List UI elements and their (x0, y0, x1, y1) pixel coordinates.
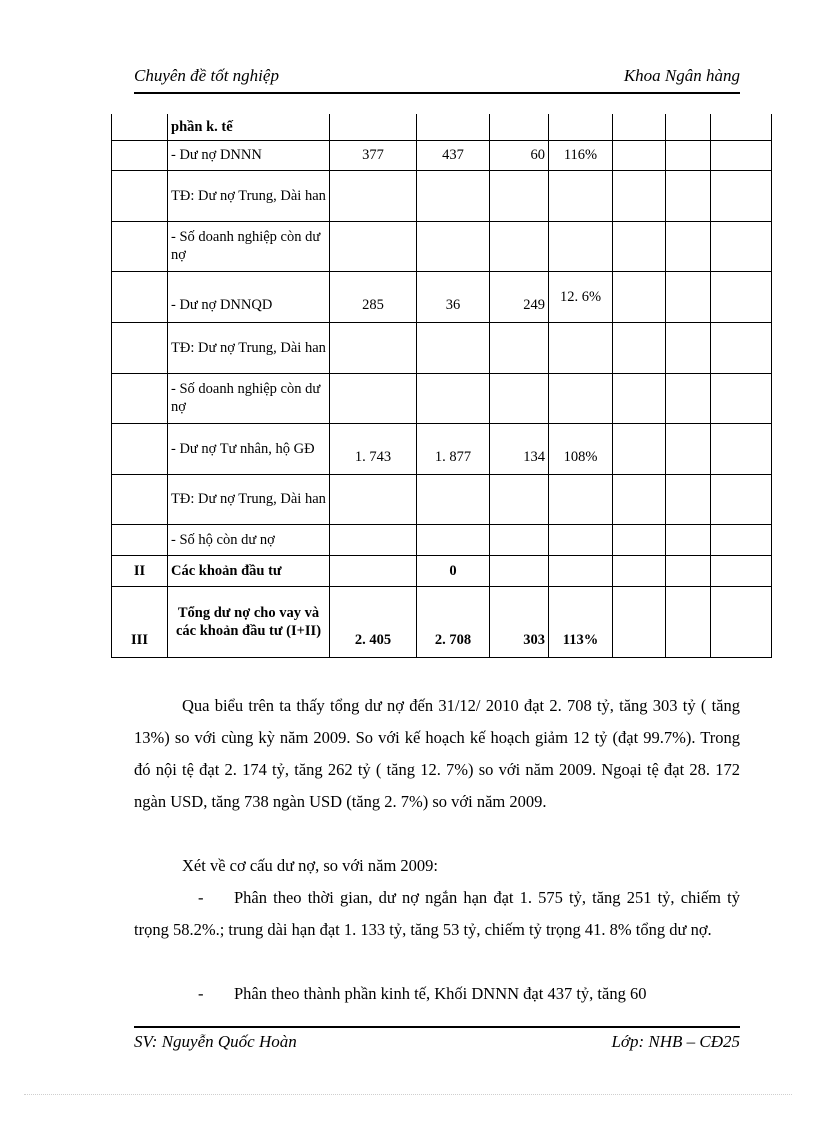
table-row (112, 140, 772, 170)
cell-value: 113% (549, 586, 613, 657)
table-row (112, 170, 772, 221)
cell-value (490, 474, 549, 524)
table-row (112, 474, 772, 524)
page-edge-divider (24, 1094, 792, 1095)
cell-value: 1. 743 (330, 423, 417, 474)
cell-value (330, 373, 417, 423)
row-number (112, 322, 168, 373)
bullet-sector-text: Phân theo thành phần kinh tế, Khối DNNN đạt 437 tỷ, tăng 60 (234, 984, 647, 1003)
cell-value: 60 (490, 140, 549, 170)
table-row (112, 555, 772, 586)
row-label: - Số doanh nghiệp còn dư nợ (168, 373, 330, 423)
cell-value (549, 373, 613, 423)
cell-value: 36 (417, 271, 490, 322)
row-label: Tổng dư nợ cho vay và các khoản đầu tư (I+II) (168, 586, 330, 657)
cell-value (330, 474, 417, 524)
cell-value (417, 373, 490, 423)
cell-value (549, 221, 613, 271)
cell-value: 377 (330, 140, 417, 170)
cell-value (490, 221, 549, 271)
bullet-sector (134, 978, 740, 1010)
row-number (112, 474, 168, 524)
table-row (112, 586, 772, 657)
cell-value: 1. 877 (417, 423, 490, 474)
cell-value (417, 474, 490, 524)
cell-value (330, 114, 417, 140)
row-number (112, 373, 168, 423)
table-row (112, 423, 772, 474)
cell-value: 303 (490, 586, 549, 657)
row-number (112, 140, 168, 170)
row-number: III (112, 586, 168, 657)
cell-value: 108% (549, 423, 613, 474)
row-number: II (112, 555, 168, 586)
cell-value (330, 221, 417, 271)
row-number (112, 170, 168, 221)
row-label: Các khoản đầu tư (168, 555, 330, 586)
row-number (112, 524, 168, 555)
cell-value (549, 170, 613, 221)
cell-value: 134 (490, 423, 549, 474)
row-label: - Dư nợ DNNN (168, 140, 330, 170)
cell-value: 12. 6% (549, 271, 613, 322)
cell-value (417, 221, 490, 271)
cell-value (417, 114, 490, 140)
bullet-time-text: Phân theo thời gian, dư nợ ngắn hạn đạt 1. 575 tỷ, tăng 251 tỷ, chiếm tỷ trọng 58.2%.; trung dài hạn đạt 1. 133 tỷ, tăng 53 tỷ, chiếm tỷ trọng 41. 8% tổng dư nợ. (134, 888, 740, 939)
cell-value: 2. 405 (330, 586, 417, 657)
cell-value (549, 524, 613, 555)
row-label: - Số doanh nghiệp còn dư nợ (168, 221, 330, 271)
cell-value (330, 524, 417, 555)
row-number (112, 271, 168, 322)
table-row (112, 322, 772, 373)
row-label: TĐ: Dư nợ Trung, Dài han (168, 170, 330, 221)
cell-value (549, 555, 613, 586)
cell-value (330, 322, 417, 373)
cell-value (490, 322, 549, 373)
paragraph-summary: Qua biểu trên ta thấy tổng dư nợ đến 31/12/ 2010 đạt 2. 708 tỷ, tăng 303 tỷ ( tăng 13%) so với cùng kỳ năm 2009. So với kế hoạch kế hoạch giảm 12 tỷ (đạt 99.7%). Trong đó nội tệ đạt 2. 174 tỷ, tăng 262 tỷ ( tăng 12. 7%) so với năm 2009. Ngoại tệ đạt 28. 172 ngàn USD, tăng 738 ngàn USD (tăng 2. 7%) so với năm 2009. (134, 696, 740, 811)
cell-value (549, 322, 613, 373)
paragraph-structure: Xét về cơ cấu dư nợ, so với năm 2009: (182, 856, 438, 875)
table-row (112, 114, 772, 140)
cell-value (417, 322, 490, 373)
row-label: phần k. tế (168, 114, 330, 140)
page-header (134, 66, 740, 94)
header-title: Chuyên đề tốt nghiệp (134, 66, 279, 85)
cell-value: 0 (417, 555, 490, 586)
cell-value (490, 170, 549, 221)
page-footer (134, 1026, 740, 1056)
cell-value (330, 555, 417, 586)
cell-value (549, 474, 613, 524)
bullet-time (134, 882, 740, 946)
footer-student: SV: Nguyễn Quốc Hoàn (134, 1032, 297, 1051)
cell-value: 249 (490, 271, 549, 322)
loan-table (111, 114, 772, 658)
bullet-marker: - (198, 888, 204, 907)
row-label: TĐ: Dư nợ Trung, Dài han (168, 322, 330, 373)
row-label: TĐ: Dư nợ Trung, Dài han (168, 474, 330, 524)
table-row (112, 271, 772, 322)
row-number (112, 114, 168, 140)
row-label: - Dư nợ DNNQD (168, 271, 330, 322)
bullet-marker: - (198, 984, 204, 1003)
cell-value: 116% (549, 140, 613, 170)
footer-class: Lớp: NHB – CĐ25 (611, 1032, 740, 1051)
cell-value (549, 114, 613, 140)
row-number (112, 221, 168, 271)
table-row (112, 373, 772, 423)
table-row (112, 221, 772, 271)
cell-value (417, 170, 490, 221)
cell-value (490, 524, 549, 555)
cell-value: 285 (330, 271, 417, 322)
row-label: - Dư nợ Tư nhân, hộ GĐ (168, 423, 330, 474)
cell-value (490, 114, 549, 140)
cell-value (490, 373, 549, 423)
cell-value (417, 524, 490, 555)
row-label: - Số hộ còn dư nợ (168, 524, 330, 555)
cell-value (490, 555, 549, 586)
table-row (112, 524, 772, 555)
cell-value: 437 (417, 140, 490, 170)
row-number (112, 423, 168, 474)
cell-value: 2. 708 (417, 586, 490, 657)
header-department: Khoa Ngân hàng (623, 66, 740, 85)
cell-value (330, 170, 417, 221)
